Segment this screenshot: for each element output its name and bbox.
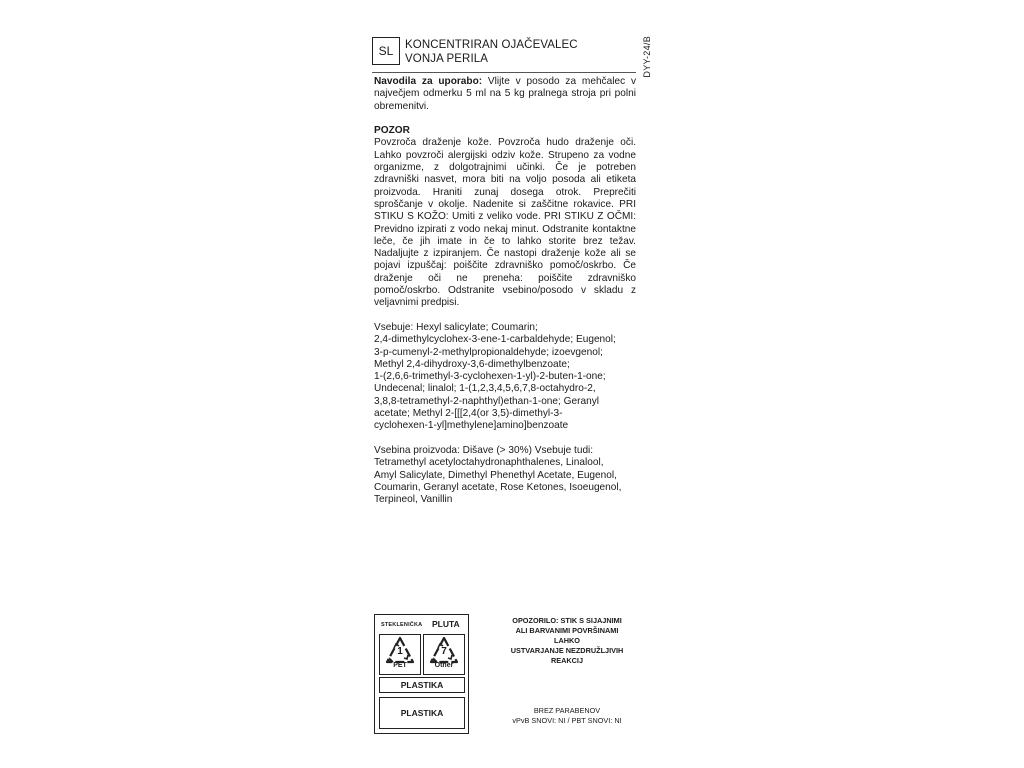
product-contents-paragraph (374, 445, 636, 506)
title-line-2: VONJA PERILA (405, 53, 489, 65)
recycle-text-other: Other (434, 662, 454, 669)
surface-warning (497, 616, 637, 666)
material-bar-1: PLASTIKA (379, 677, 465, 693)
warning-line: OPOZORILO: STIK S SIJAJNIMI (512, 616, 622, 625)
language-box (372, 37, 400, 65)
label-bottle: STEKLENIČKA (381, 622, 423, 628)
pozor-text: Povzroča draženje kože. Povzroča hudo draženje oči. Lahko povzroči alergijski odziv kože. Strupeno za vodne organizme, z dolgotrajnimi učinki. Če je potreben zdravniški nasvet, mora biti na voljo posoda ali etiketa proizvoda. Hraniti zunaj dosega otrok. Preprečiti sproščanje v okolje. Nadenite si zaščitne rokavice. PRI STIKU S KOŽO: Umiti z veliko vode. PRI STIKU Z OČMI: Previdno izpirati z vodo nekaj minut. Odstranite kontaktne leče, če jih imate in če to lahko storite brez težav. Nadaljujte z izpiranjem. Če nastopi draženje kože ali se pojavi izpuščaj: poiščite zdravniško pomoč/oskrbo. Če draženje oči ne preneha: poiščite zdravniško pomoč/oskrbo. Odstranite vsebino/posodo v skladu z veljavnimi predpisi. (374, 137, 636, 309)
recycle-text-pet: PET (393, 662, 407, 669)
contains-line: 3-p-cumenyl-2-methylpropionaldehyde; izoevgenol; (374, 346, 603, 358)
contents-line: Terpineol, Vanillin (374, 494, 453, 506)
contains-line: Vsebuje: Hexyl salicylate; Coumarin; (374, 321, 538, 333)
recycling-box (374, 614, 469, 734)
recycle-cell-pet (379, 634, 421, 675)
title-line-1: KONCENTRIRAN OJAČEVALEC (405, 39, 578, 51)
warning-line: LAHKO (554, 636, 580, 645)
language-code: SL (378, 44, 394, 58)
contains-line: Undecenal; linalol; 1-(1,2,3,4,5,6,7,8-octahydro-2, (374, 383, 596, 395)
contents-line: Coumarin, Geranyl acetate, Rose Ketones, Isoeugenol, (374, 481, 622, 493)
label-cap: PLUTA (432, 619, 460, 629)
instructions-text: Vlijte v posodo za mehčalec v največjem odmerku 5 ml na 5 kg pralnega stroja pri polni obremenitvi. (374, 76, 636, 112)
recycle-number-1: 1 (397, 646, 403, 657)
contains-line: cyclohexen-1-yl]methylene]amino]benzoate (374, 420, 569, 432)
product-code: DYY-24/B (642, 36, 652, 78)
contains-line: acetate; Methyl 2-[[[2,4(or 3,5)-dimethyl-3- (374, 408, 563, 420)
recycle-number-7: 7 (441, 646, 447, 657)
contains-line: 3,8,8-tetramethyl-2-naphthyl)ethan-1-one; Geranyl (374, 395, 599, 407)
instructions-paragraph (374, 76, 636, 113)
material-bar-2: PLASTIKA (379, 697, 465, 729)
footer-info (497, 706, 637, 726)
pozor-heading: POZOR (374, 125, 410, 137)
recycle-cell-other (423, 634, 465, 675)
warning-line: REAKCIJ (550, 656, 584, 665)
footer-line-1: BREZ PARABENOV (533, 706, 601, 715)
header-divider (372, 72, 636, 73)
product-title (405, 38, 578, 66)
contents-line: Amyl Salicylate, Dimethyl Phenethyl Acetate, Eugenol, (374, 469, 617, 481)
contains-line: 2,4-dimethylcyclohex-3-ene-1-carbaldehyde; Eugenol; (374, 334, 616, 346)
instructions-label: Navodila za uporabo: (374, 76, 483, 87)
contents-line: Tetramethyl acetyloctahydronaphthalenes, Linalool, (374, 457, 604, 469)
contents-line: Vsebina proizvoda: Dišave (> 30%) Vsebuje tudi: (374, 444, 594, 456)
footer-line-2: vPvB SNOVI: NI / PBT SNOVI: NI (512, 716, 622, 725)
warning-line: ALI BARVANIMI POVRŠINAMI (515, 626, 619, 635)
label-content (374, 76, 636, 519)
contains-line: 1-(2,6,6-trimethyl-3-cyclohexen-1-yl)-2-buten-1-one; (374, 371, 606, 383)
contains-paragraph (374, 322, 636, 433)
warning-line: USTVARJANJE NEZDRUŽLJIVIH (510, 646, 624, 655)
contains-line: Methyl 2,4-dihydroxy-3,6-dimethylbenzoate; (374, 358, 570, 370)
